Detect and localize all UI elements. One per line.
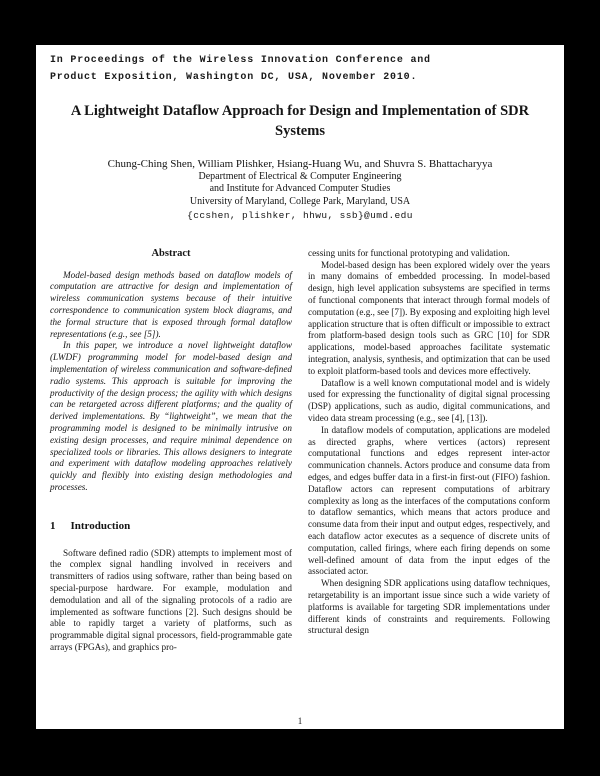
paper-title: A Lightweight Dataflow Approach for Design and Implementation of SDR Systems	[70, 103, 530, 139]
body-paragraph-continuation: cessing units for functional prototyping and validation.	[308, 247, 510, 258]
page-number: 1	[297, 716, 303, 726]
abstract-heading: Abstract	[151, 247, 191, 259]
section-number: 1	[50, 519, 56, 532]
body-paragraph-dataflow-models: In dataflow models of computation, applications are modeled as directed graphs, where vertices (actors) represent computational functions and edges represent inter-actor communication channels. Actors produce and consume data from edges, and edges buffer data in a first-in first-out (FIFO) fashion. Dataflow actors can represent computations of arbitrary complexity as long as the interfaces of the computations conform to dataflow semantics, which means that actors produce and consume data from their input and output edges, respectively, and each dataflow actor executes as a sequence of discrete units of computation, called firings, where each firing depends on some well-defined amount of data from the input edges of the associated actor.	[308, 424, 550, 577]
affiliation-university: University of Maryland, College Park, Maryland, USA	[189, 195, 411, 207]
section-heading-introduction	[50, 521, 292, 533]
abstract-paragraph-2: In this paper, we introduce a novel lightweight dataflow (LWDF) programming model for model-based design and implementation of wireless communication and software-defined radio systems. This approach is suitable for improving the productivity of the design process; the agility with which designs can be retargeted across different platforms; and the quality of derived implementations. By “lightweight”, we mean that the programming model is designed to be minimally intrusive on existing design processes, and require minimal dependence on specialized tools or libraries. This allows designers to integrate and experiment with dataflow modeling approaches relatively quickly and flexibly into existing design methodologies and processes.	[50, 340, 292, 493]
conference-note-line1: In Proceedings of the Wireless Innovation Conference and	[50, 55, 431, 66]
two-column-body	[50, 248, 550, 654]
author-names: Chung-Ching Shen, William Plishker, Hsiang-Huang Wu, and Shuvra S. Bhattacharyya	[107, 158, 493, 170]
page-content	[36, 45, 564, 654]
affiliation-institute: and Institute for Advanced Computer Studies	[209, 183, 391, 195]
body-paragraph-retargetability: When designing SDR applications using dataflow techniques, retargetability is an important issue since such a wide variety of platforms is available for targeting SDR implementations under different kinds of constraints and requirements. Following structural design	[308, 578, 550, 636]
section-title: Introduction	[70, 519, 131, 532]
affiliation-department: Department of Electrical & Computer Engineering	[198, 171, 402, 182]
author-emails: {ccshen, plishker, hhwu, ssb}@umd.edu	[187, 209, 413, 221]
conference-note-line2: Product Exposition, Washington DC, USA, November 2010.	[50, 72, 418, 83]
paper-page	[36, 45, 564, 729]
body-paragraph-dataflow: Dataflow is a well known computational model and is widely used for expressing the functionality of digital signal processing (DSP) applications, such as audio, digital communications, and video data stream processing (e.g., see [4], [13]).	[308, 377, 550, 424]
introduction-paragraph: Software defined radio (SDR) attempts to implement most of the complex signal handling involved in receivers and transmitters of radios using software, rather than being based on special-purpose hardware. For example, modulation and demodulation and all of the signaling protocols of a radio are implemented as software functions [2]. Such designs should be able to rapidly target a variety of platforms, such as programmable digital signal processors, field-programmable gate arrays (FPGAs), and graphics pro-	[50, 547, 292, 652]
authors-block	[50, 157, 550, 222]
left-column	[50, 248, 292, 654]
body-paragraph-model-based: Model-based design has been explored widely over the years in many domains of embedded processing. In model-based design, high level application subsystems are specified in terms of functional components that interact through formal models of computation (e.g., see [7]). By exposing and exploiting high level application structure that is often difficult or impossible to extract from platform-based design tools such as GRC [10] for SDR applications, model-based approaches facilitate systematic integration, analysis, synthesis, and optimization that can be used to exploit platform-based tools and devices more effectively.	[308, 259, 550, 376]
abstract-paragraph-1: Model-based design methods based on dataflow models of computation are attractive for design and implementation of wireless communication systems because of their intuitive correspondence to communication system block diagrams, and the formal structure that is exposed through formal dataflow representations (e.g., see [5]).	[50, 269, 292, 339]
abstract-text	[50, 270, 292, 494]
conference-proceedings-note	[50, 52, 550, 86]
right-column	[308, 248, 550, 654]
